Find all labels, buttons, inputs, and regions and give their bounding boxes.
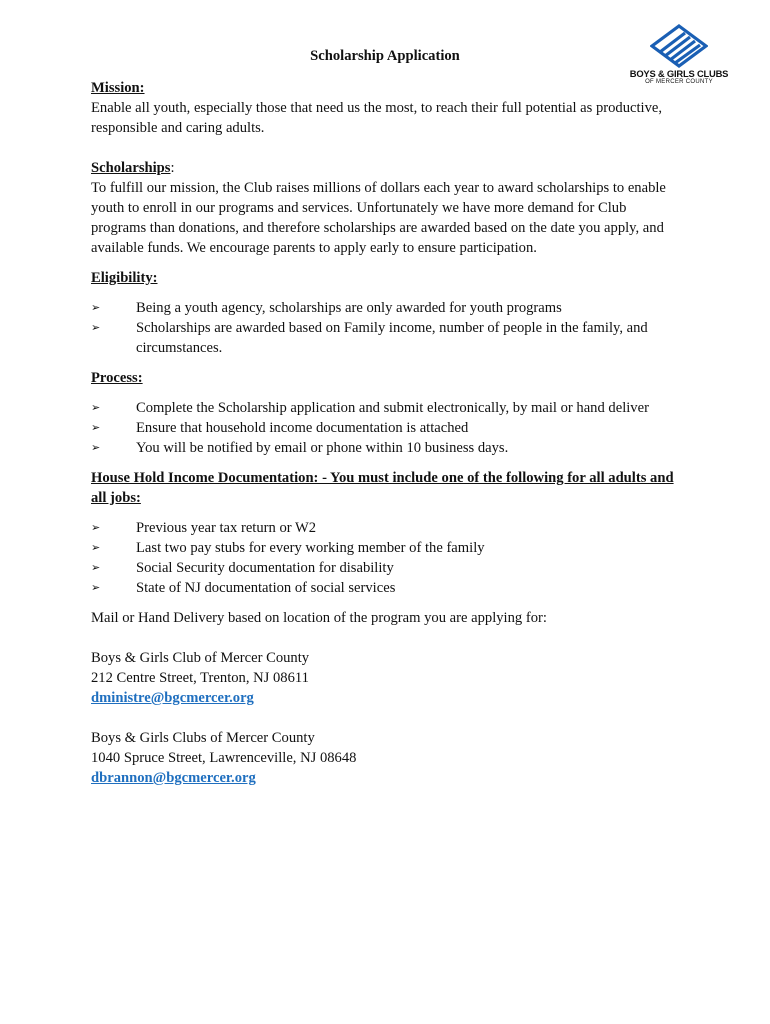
mission-heading: Mission: [91, 80, 145, 96]
mission-section [91, 78, 681, 138]
income-documentation-list [91, 518, 681, 598]
arrow-bullet-icon: ➢ [91, 521, 101, 534]
location-name: Boys & Girls Club of Mercer County [91, 650, 310, 666]
location-name: Boys & Girls Clubs of Mercer County [91, 730, 315, 746]
arrow-bullet-icon: ➢ [91, 541, 101, 554]
arrow-bullet-icon: ➢ [91, 301, 101, 314]
arrow-bullet-icon: ➢ [91, 401, 101, 414]
location-address: 1040 Spruce Street, Lawrenceville, NJ 08648 [91, 750, 357, 766]
process-item-1: Complete the Scholarship application and submit electronically, by mail or hand deliver [136, 400, 649, 416]
process-list [91, 398, 681, 458]
delivery-intro: Mail or Hand Delivery based on location of the program you are applying for: [91, 610, 547, 626]
location-block-2 [91, 728, 681, 788]
document-body [91, 78, 681, 788]
scholarships-text: To fulfill our mission, the Club raises millions of dollars each year to award scholarships to enable youth to enroll in our programs and services. Unfortunately we have more demand for Club programs than donations, and therefore scholarships are awarded based on the date you apply, and available funds. We encourage parents to apply early to ensure participation. [91, 180, 666, 256]
income-documentation-heading: House Hold Income Documentation: - You must include one of the following for all adults and all jobs: [91, 470, 674, 506]
arrow-bullet-icon: ➢ [91, 321, 101, 334]
list-item [91, 558, 681, 578]
location-address: 212 Centre Street, Trenton, NJ 08611 [91, 670, 309, 686]
income-item-1: Previous year tax return or W2 [136, 520, 317, 536]
logo-name: BOYS & GIRLS CLUBS [629, 68, 729, 79]
list-item [91, 578, 681, 598]
scholarships-heading: Scholarships [91, 160, 171, 176]
process-item-3: You will be notified by email or phone within 10 business days. [136, 440, 509, 456]
mission-text: Enable all youth, especially those that need us the most, to reach their full potential as productive, responsible and caring adults. [91, 100, 663, 136]
list-item [91, 298, 681, 318]
location-email-link[interactable]: dbrannon@bgcmercer.org [91, 770, 256, 786]
scholarships-heading-line [91, 158, 681, 178]
arrow-bullet-icon: ➢ [91, 441, 101, 454]
boys-girls-clubs-hands-icon [650, 24, 708, 68]
process-heading: Process: [91, 370, 143, 386]
income-item-3: Social Security documentation for disability [136, 560, 394, 576]
income-item-4: State of NJ documentation of social services [136, 580, 396, 596]
eligibility-section [91, 268, 681, 358]
list-item [91, 438, 681, 458]
list-item [91, 538, 681, 558]
arrow-bullet-icon: ➢ [91, 581, 101, 594]
process-section [91, 368, 681, 458]
logo-subtitle: OF MERCER COUNTY [645, 79, 713, 85]
location-email-link[interactable]: dministre@bgcmercer.org [91, 690, 254, 706]
scholarships-section [91, 158, 681, 258]
page-title: Scholarship Application [310, 48, 460, 64]
process-item-2: Ensure that household income documentation is attached [136, 420, 469, 436]
arrow-bullet-icon: ➢ [91, 561, 101, 574]
list-item [91, 318, 681, 358]
list-item [91, 418, 681, 438]
location-block-1 [91, 648, 681, 708]
scholarships-heading-colon: : [170, 160, 175, 176]
eligibility-heading: Eligibility: [91, 270, 158, 286]
eligibility-item-2: Scholarships are awarded based on Family income, number of people in the family, and circumstances. [136, 320, 648, 356]
income-item-2: Last two pay stubs for every working member of the family [136, 540, 485, 556]
eligibility-list [91, 298, 681, 358]
eligibility-item-1: Being a youth agency, scholarships are only awarded for youth programs [136, 300, 562, 316]
arrow-bullet-icon: ➢ [91, 421, 101, 434]
income-documentation-section [91, 468, 681, 598]
list-item [91, 518, 681, 538]
list-item [91, 398, 681, 418]
